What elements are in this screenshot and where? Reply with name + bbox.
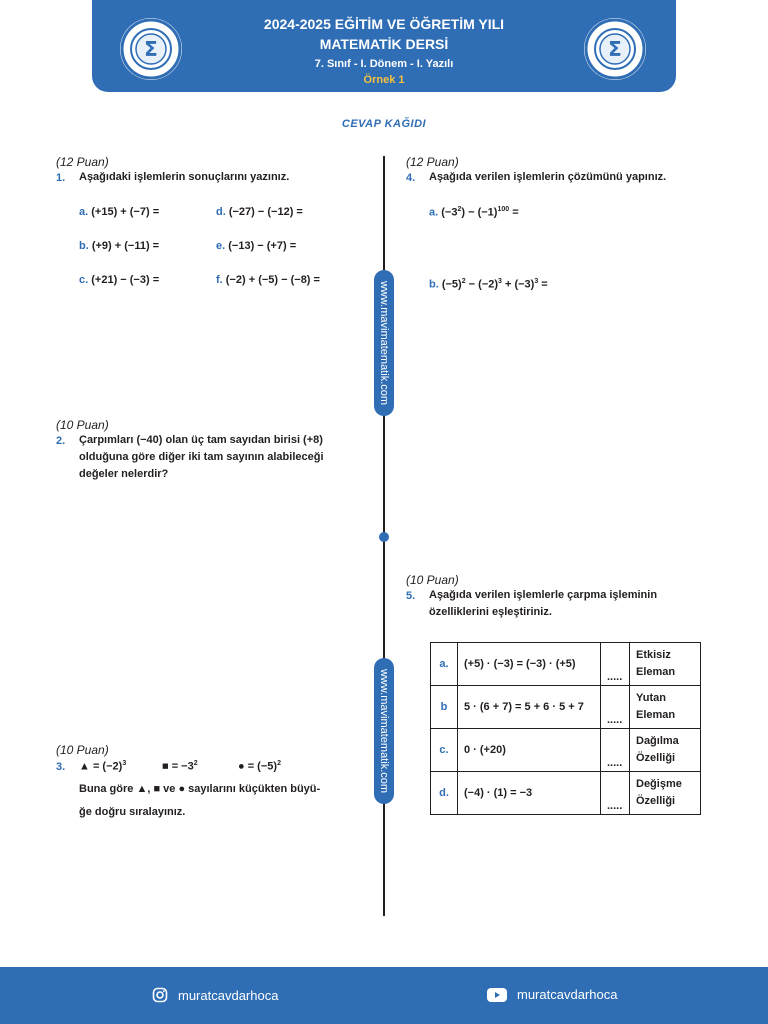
q3-square-def: ■ = $-3^2$ xyxy=(162,760,198,773)
q1-item-b: b. (+9) + (−11) = xyxy=(79,240,160,252)
table-row: a. (+5) · (−3) = (−3) · (+5) ..... Etkisiz Eleman xyxy=(431,643,701,686)
q1-number: 1. xyxy=(56,172,66,184)
website-label-top xyxy=(374,270,394,416)
header-title-year: 2024-2025 EĞİTİM VE ÖĞRETİM YILI xyxy=(263,16,505,32)
table-row: b 5 · (6 + 7) = 5 + 6 · 5 + 7 ..... Yutan Eleman xyxy=(431,686,701,729)
q1-item-f: f. (−2) + (−5) − (−8) = xyxy=(216,274,320,286)
youtube-handle: muratcavdarhoca xyxy=(517,987,618,1002)
table-row: c. 0 · (+20) ..... Dağılma Özelliği xyxy=(431,729,701,772)
q2-number: 2. xyxy=(56,435,66,447)
q2-text: Çarpımları (−40) olan üç tam sayıdan birisi (+8) olduğuna göre diğer iki tam sayının alabileceği değeler nelerdir? xyxy=(79,434,324,480)
youtube-link[interactable] xyxy=(487,987,617,1002)
answer-blank[interactable]: ..... xyxy=(601,729,630,772)
q4-text: Aşağıda verilen işlemlerin çözümünü yapınız. xyxy=(429,171,667,183)
q1-item-e: e. (−13) − (+7) = xyxy=(216,240,297,252)
q3-points: (10 Puan) xyxy=(56,743,109,757)
divider-dot xyxy=(379,532,389,542)
footer-bar xyxy=(0,967,768,1024)
header-banner xyxy=(92,0,676,92)
q3-text: Buna göre ▲, ■ ve ● sayılarını küçükten büyü- ğe doğru sıralayınız. xyxy=(79,783,321,818)
svg-text:Σ: Σ xyxy=(608,37,622,61)
q2-points: (10 Puan) xyxy=(56,418,109,432)
website-label-bottom xyxy=(374,658,394,804)
q4-number: 4. xyxy=(406,172,416,184)
instagram-link[interactable] xyxy=(152,987,278,1003)
q5-number: 5. xyxy=(406,590,416,602)
table-row: d. (−4) · (1) = −3 ..... Değişme Özelliği xyxy=(431,772,701,815)
sigma-logo-icon xyxy=(584,18,646,80)
q5-points: (10 Puan) xyxy=(406,573,459,587)
q1-item-c: c. (+21) − (−3) = xyxy=(79,274,160,286)
answer-blank[interactable]: ..... xyxy=(601,772,630,815)
q3-triangle-def: ▲ = $(-2)^3$ xyxy=(79,760,127,773)
q1-item-d: d. (−27) − (−12) = xyxy=(216,206,303,218)
answer-blank[interactable]: ..... xyxy=(601,643,630,686)
instagram-icon xyxy=(152,987,168,1003)
q4-points: (12 Puan) xyxy=(406,155,459,169)
q1-text: Aşağıdaki işlemlerin sonuçlarını yazınız. xyxy=(79,171,290,183)
answer-blank[interactable]: ..... xyxy=(601,686,630,729)
matching-table xyxy=(430,642,701,815)
svg-text:Σ: Σ xyxy=(144,37,158,61)
q1-item-a: a. (+15) + (−7) = xyxy=(79,206,160,218)
instagram-handle: muratcavdarhoca xyxy=(178,988,279,1003)
website-text: www.mavimatematik.com xyxy=(378,280,390,406)
q5-text: Aşağıda verilen işlemlerle çarpma işleminin özelliklerini eşleştiriniz. xyxy=(429,589,658,618)
header-example-label: Örnek 1 xyxy=(363,74,405,86)
header-subtitle: 7. Sınıf - I. Dönem - I. Yazılı xyxy=(314,58,454,70)
sigma-logo-icon xyxy=(120,18,182,80)
q1-points: (12 Puan) xyxy=(56,155,109,169)
answer-sheet-title: CEVAP KAĞIDI xyxy=(341,118,427,130)
q3-circle-def: ● = $(-5)^2$ xyxy=(238,760,281,773)
q3-number: 3. xyxy=(56,761,66,773)
header-title-course: MATEMATİK DERSİ xyxy=(319,36,449,52)
q4-item-b: b. $(-5)^2 - (-2)^3 + (-3)^3$ = xyxy=(429,278,548,291)
youtube-icon xyxy=(487,988,507,1002)
website-text: www.mavimatematik.com xyxy=(378,668,390,794)
q4-item-a: a. $(-3^2) - (-1)^{100}$ = xyxy=(429,206,519,219)
